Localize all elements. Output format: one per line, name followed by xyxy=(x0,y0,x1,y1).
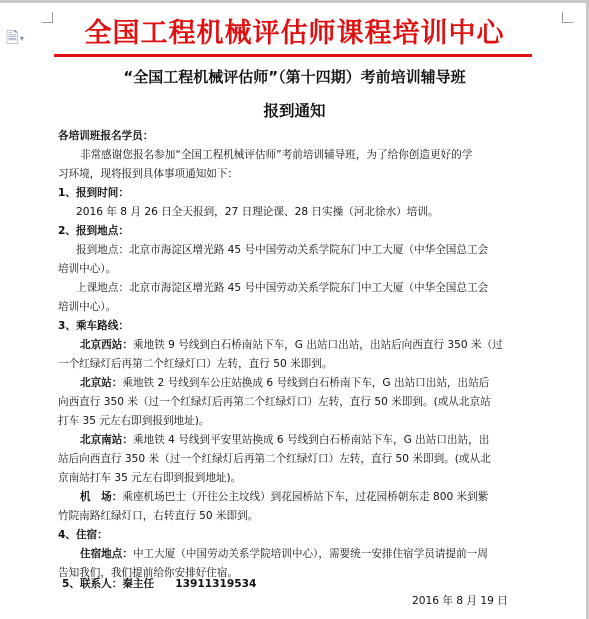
section-3-heading: 3、乘车路线： xyxy=(58,320,129,332)
route-main-text-1: 乘地铁 2 号线到车公庄站换成 6 号线到白石桥南下车，G 出站口出站，出站后 xyxy=(122,377,490,389)
route-south-label: 北京南站： xyxy=(80,434,133,446)
banner-title: 全国工程机械评估师课程培训中心 xyxy=(84,18,505,49)
route-main-line-2: 向西直行 350 米（过一个红绿灯后再第二个红绿灯口）左转，直行 50 米即到。(或从北京站 xyxy=(58,396,491,408)
route-west-line-1 xyxy=(80,336,503,355)
course-subtitle: “全国工程机械评估师”（第十四期）考前培训辅导班 xyxy=(123,68,466,86)
lodging-text-1: 中工大厦（中国劳动关系学院培训中心），需要统一安排住宿学员请提前一周 xyxy=(132,548,488,560)
route-west-label: 北京西站： xyxy=(80,339,133,351)
intro-line-2: 习环境，现将报到具体事项通知如下： xyxy=(58,168,239,180)
section-1-heading: 1、报到时间： xyxy=(58,187,129,199)
route-airport-line-2: 竹院南路红绿灯口，右转直行 50 米即到。 xyxy=(58,510,259,522)
window-top-edge xyxy=(0,0,589,3)
route-south-line-3: 京南站打车 35 元左右即到报到地址)。 xyxy=(58,472,242,484)
lodging-label: 住宿地点： xyxy=(80,548,133,560)
section-1-text: 2016 年 8 月 26 日全天报到，27 日理论课、28 日实操（河北徐水）培训。 xyxy=(76,206,439,218)
route-main-line-1 xyxy=(80,374,489,393)
registration-address-line-1: 报到地点：北京市海淀区增光路 45 号中国劳动关系学院东门中工大厦（中华全国总工会 xyxy=(76,244,489,256)
notice-title: 报到通知 xyxy=(263,102,326,120)
route-main-label: 北京站： xyxy=(80,377,123,389)
class-address-line-2: 培训中心）。 xyxy=(58,301,117,313)
section-2-heading: 2、报到地点： xyxy=(58,225,129,237)
intro-line-1: 非常感谢您报名参加“全国工程机械评估师”考前培训辅导班，为了给你创造更好的学 xyxy=(80,149,473,161)
registration-address-line-2: 培训中心）。 xyxy=(58,263,117,275)
notice-date: 2016 年 8 月 19 日 xyxy=(412,595,508,607)
chevron-down-icon: ▾ xyxy=(19,33,24,43)
route-west-line-2: 一个红绿灯后再第二个红绿灯口）左转，直行 50 米即到。 xyxy=(58,358,333,370)
route-south-line-2: 站后向西直行 350 米（过一个红绿灯后再第二个红绿灯口）左转，直行 50 米即到。(或从北 xyxy=(58,453,491,465)
route-airport-line-1 xyxy=(80,488,488,507)
class-address-line-1: 上课地点：北京市海淀区增光路 45 号中国劳动关系学院东门中工大厦（中华全国总工会 xyxy=(76,282,489,294)
lodging-line-1 xyxy=(80,545,488,564)
route-south-text-1: 乘地铁 4 号线到平安里站换成 6 号线到白石桥南站下车，G 出站口出站，出 xyxy=(132,434,490,446)
section-4-heading: 4、住宿： xyxy=(58,529,108,541)
route-main-line-3: 打车 35 元左右即到报到地址)。 xyxy=(58,415,210,427)
route-airport-text-1: 乘座机场巴士（开往公主坟线）到花园桥站下车，过花园桥朝东走 800 米到紫 xyxy=(122,491,489,503)
document-icon: 🗎 xyxy=(6,28,19,47)
greeting: 各培训班报名学员： xyxy=(58,130,154,142)
route-west-text-1: 乘地铁 9 号线到白石桥南站下车，G 出站口出站，出站后向西直行 350 米（过 xyxy=(132,339,503,351)
banner-underline xyxy=(54,54,532,57)
route-south-line-1 xyxy=(80,431,489,450)
section-5-contact: 5、联系人：秦主任 13911319534 xyxy=(62,578,257,590)
route-airport-label: 机 场： xyxy=(80,491,123,503)
lodging-line-2: 告知我们，我们提前给你安排好住宿。 xyxy=(58,567,239,579)
